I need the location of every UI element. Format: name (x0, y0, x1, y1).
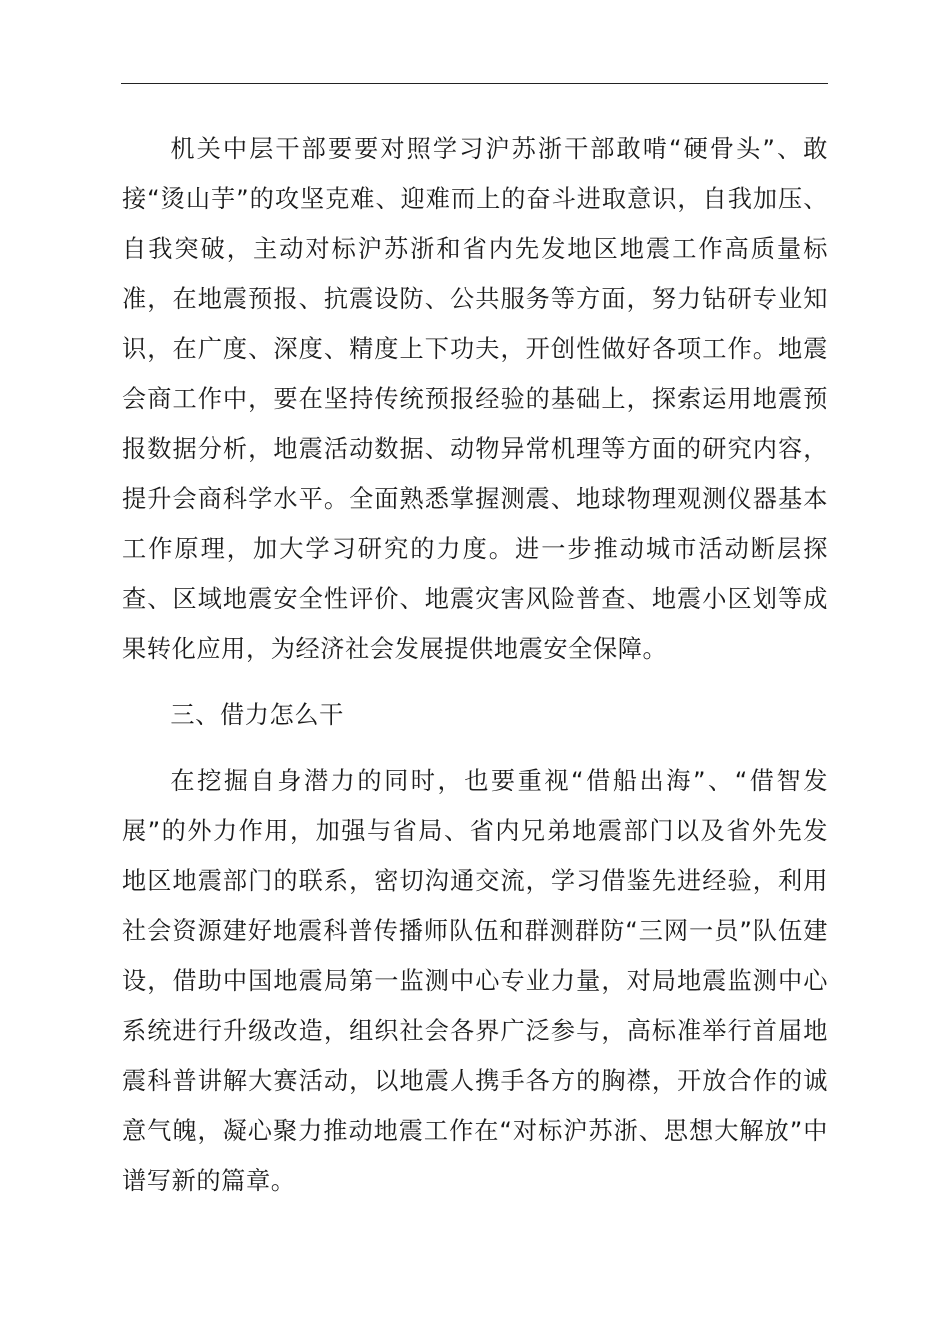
paragraph-cadre-learning: 机关中层干部要要对照学习沪苏浙干部敢啃“硬骨头”、敢接“烫山芋”的攻坚克难、迎难而上的奋斗进取意识，自我加压、自我突破，主动对标沪苏浙和省内先发地区地震工作高质量标准，在地震预报、抗震设防、公共服务等方面，努力钻研专业知识，在广度、深度、精度上下功夫，开创性做好各项工作。地震会商工作中，要在坚持传统预报经验的基础上，探索运用地震预报数据分析，地震活动数据、动物异常机理等方面的研究内容，提升会商科学水平。全面熟悉掌握测震、地球物理观测仪器基本工作原理，加大学习研究的力度。进一步推动城市活动断层探查、区域地震安全性评价、地震灾害风险普查、地震小区划等成果转化应用，为经济社会发展提供地震安全保障。 (122, 135, 828, 663)
header-rule (121, 83, 828, 84)
paragraph-external-cooperation: 在挖掘自身潜力的同时，也要重视“借船出海”、“借智发展”的外力作用，加强与省局、省内兄弟地震部门以及省外先发地区地震部门的联系，密切沟通交流，学习借鉴先进经验，利用社会资源建好地震科普传播师队伍和群测群防“三网一员”队伍建设，借助中国地震局第一监测中心专业力量，对局地震监测中心系统进行升级改造，组织社会各界广泛参与，高标准举行首届地震科普讲解大赛活动，以地震人携手各方的胸襟，开放合作的诚意气魄，凝心聚力推动地震工作在“对标沪苏浙、思想大解放”中谱写新的篇章。 (122, 767, 828, 1195)
section-heading-borrow-strength: 三、借力怎么干 (170, 701, 344, 729)
document-body (122, 124, 828, 1206)
